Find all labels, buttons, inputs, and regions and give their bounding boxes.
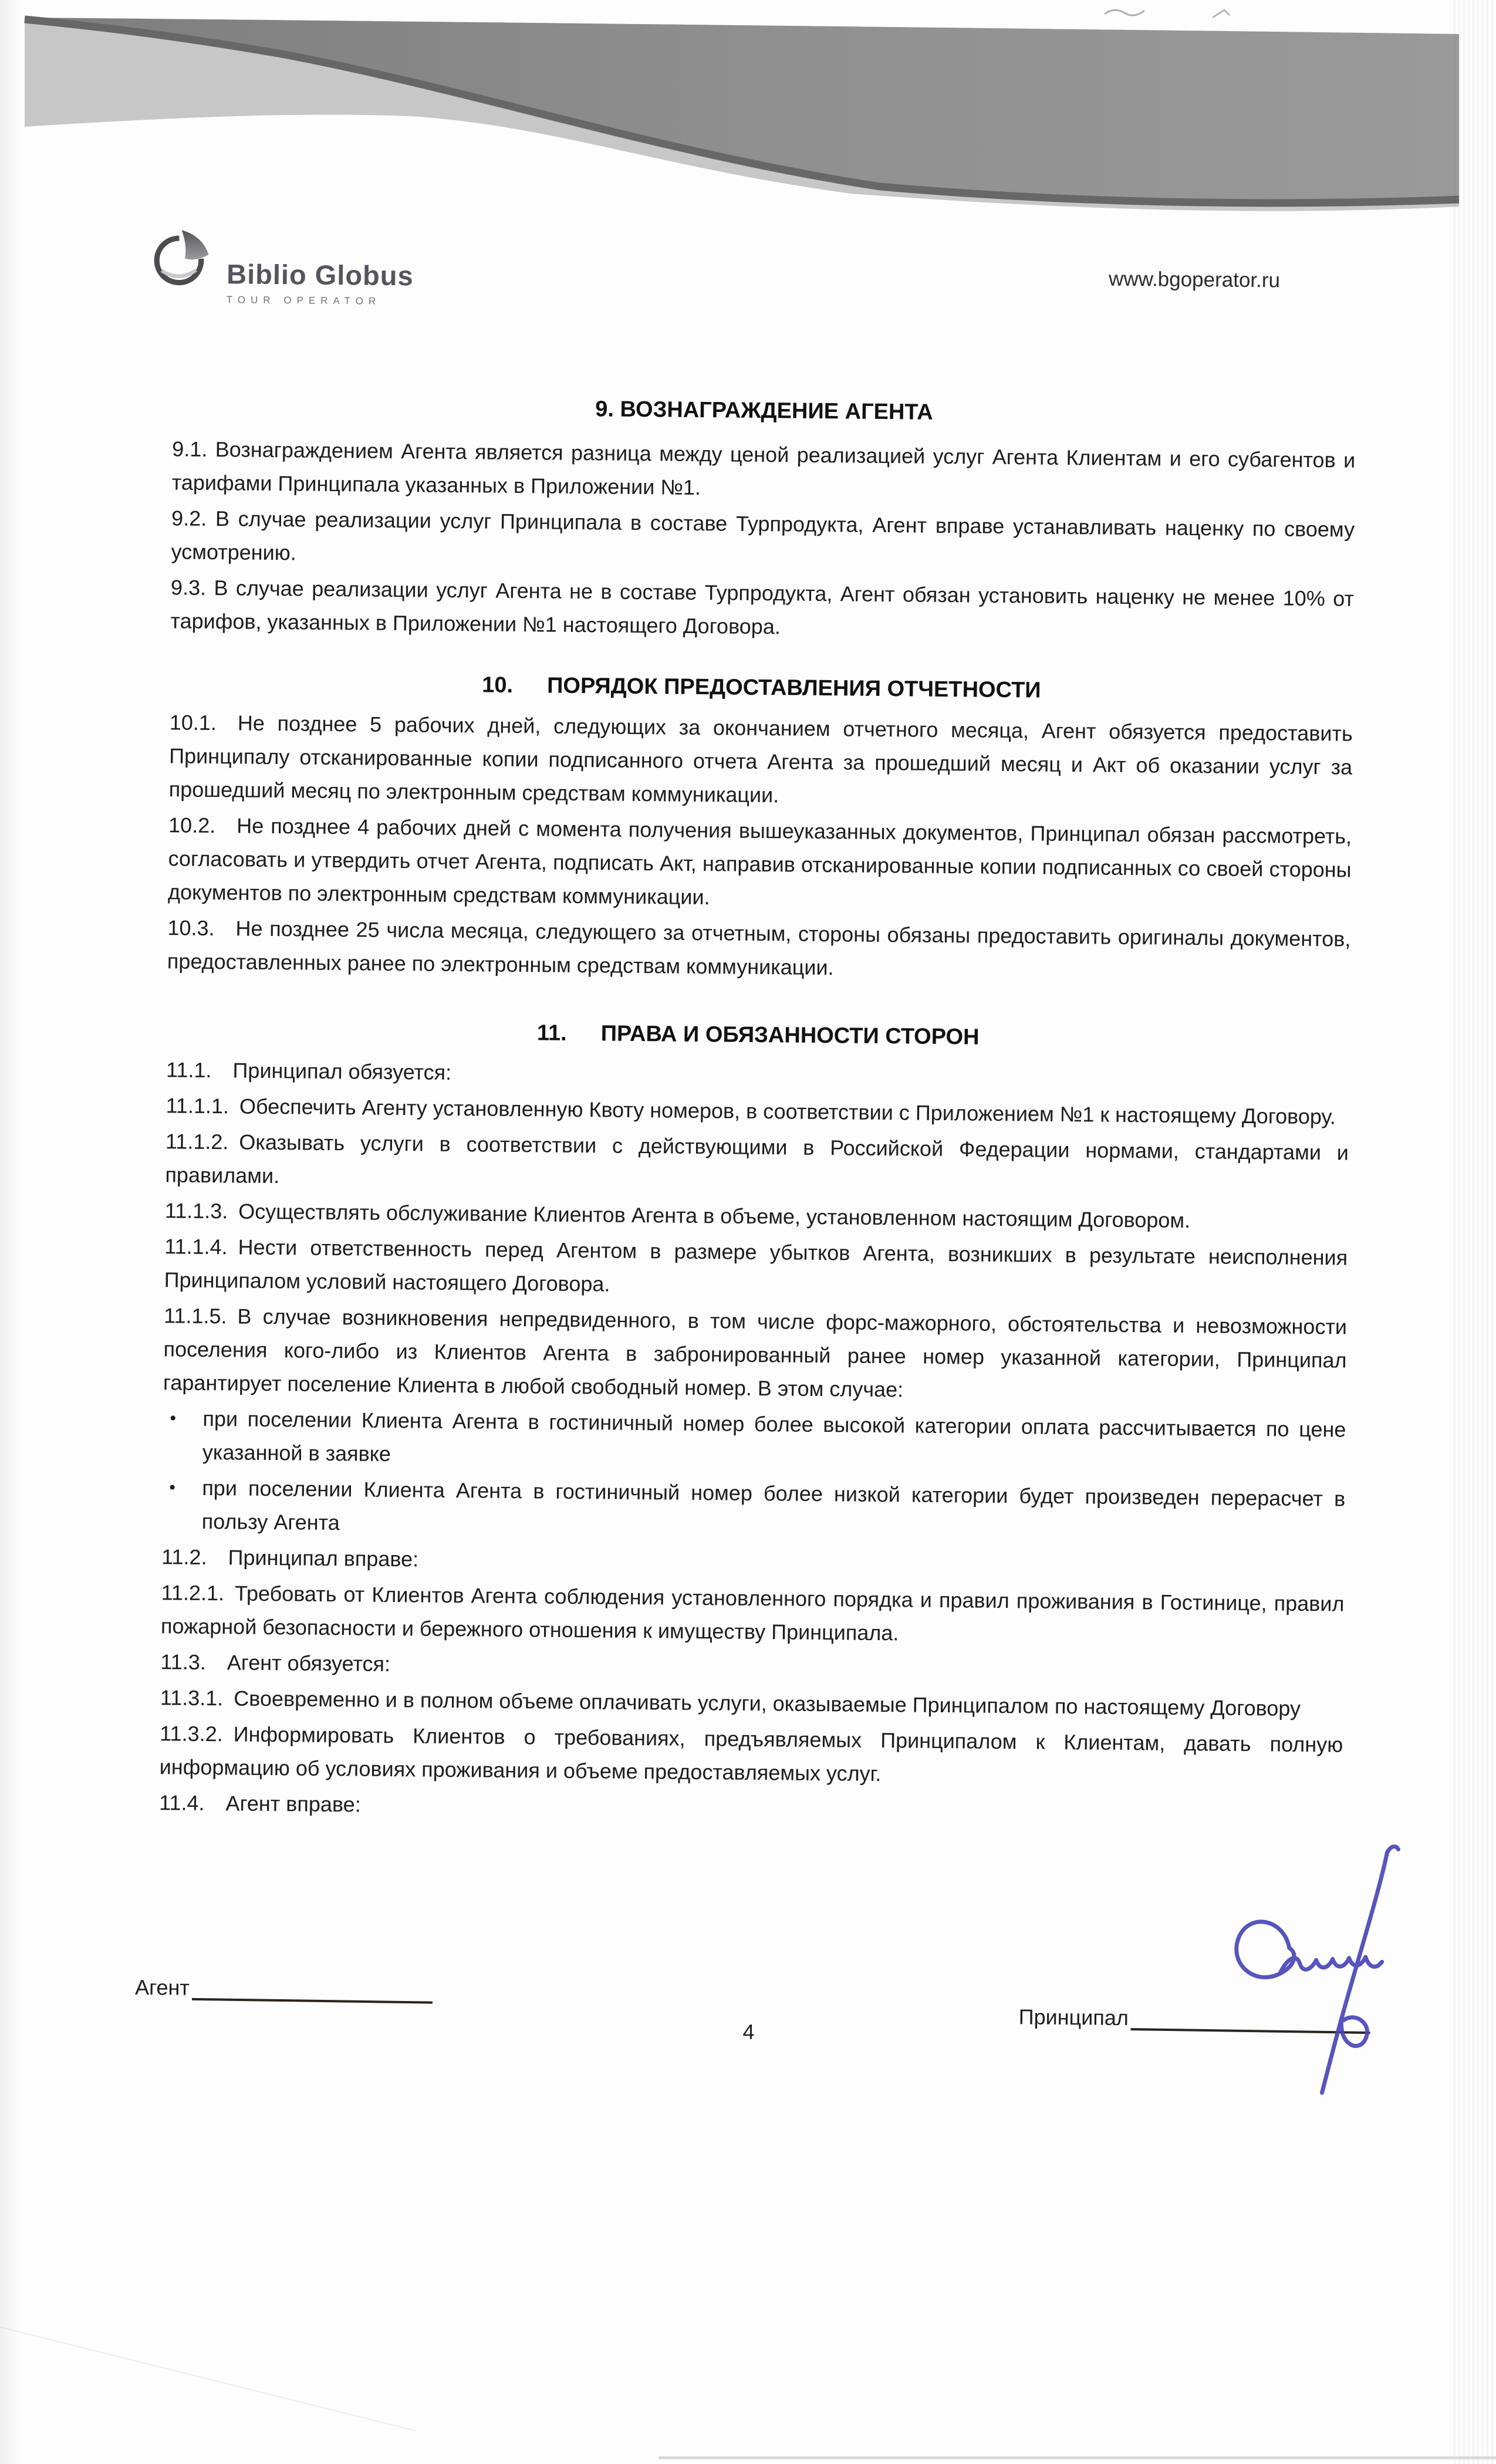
clause-11-3-2: 11.3.2. Информировать Клиентов о требованиях, предъявляемых Принципалом к Клиентам, давать полную информацию об условиях проживания и объеме предоставляемых услуг.	[159, 1721, 1343, 1786]
clause-11-2-1: 11.2.1. Требовать от Клиентов Агента соблюдения установленного порядка и правил проживания в Гостинице, правил пожарной безопасности и бережного отношения к имуществу Принципала.	[160, 1580, 1345, 1645]
contract-body	[134, 392, 1356, 2044]
clause-10-2: 10.2. Не позднее 4 рабочих дней с момента получения вышеуказанных документов, Принципал обязан рассмотреть, согласовать и утвердить отчет Агента, подписать Акт, направив отсканированные копии подписанных со своей стороны документов по электронным средствам коммуникации.	[167, 813, 1352, 910]
clause-11-4: 11.4. Агент вправе:	[158, 1790, 361, 1817]
agent-signature-block	[135, 1970, 433, 2007]
bullet-text: при поселении Клиента Агента в гостиничный номер более высокой категории оплата рассчитывается по цене указанной в заявке	[202, 1406, 1346, 1466]
section-11-heading	[167, 1016, 1350, 1053]
section-10	[167, 669, 1353, 989]
logo	[151, 221, 414, 306]
clause-9-1: 9.1. Вознаграждением Агента является разница между ценой реализацией услуг Агента Клиентам и его субагентов и тарифами Принципала указанных в Приложении №1.	[171, 437, 1356, 499]
clause-11-1-5: 11.1.5. В случае возникновения непредвиденного, в том числе форс-мажорного, обстоятельства и невозможности поселения кого-либо из Клиентов Агента в забронированный ранее номер указанной категории, Принципал гарантирует поселение Клиента в любой свободный номер. В этом случае:	[163, 1303, 1348, 1402]
agent-signature-line	[192, 1998, 433, 2004]
clause-10-3: 10.3. Не позднее 25 числа месяца, следующего за отчетным, стороны обязаны предоставить оригиналы документов, предоставленных ранее по электронным средствам коммуникации.	[167, 915, 1351, 980]
bullet-icon: •	[169, 1478, 175, 1498]
clause-11-1: 11.1. Принципал обязуется:	[166, 1057, 452, 1084]
clause-11-3-1: 11.3.1. Своевременно и в полном объеме оплачивать услуги, оказываемые Принципалом по настоящему Договору	[160, 1685, 1301, 1721]
clause-11-1-1: 11.1.1. Обеспечить Агенту установленную Квоту номеров, в соответствии с Приложением №1 к настоящему Договору.	[166, 1093, 1336, 1129]
bullet-item-high-category	[163, 1401, 1346, 1479]
section-9	[170, 392, 1356, 648]
clause-10-1: 10.1. Не позднее 5 рабочих дней, следующих за окончанием отчетного месяца, Агент обязуется предоставить Принципалу отсканированные копии подписанного отчета Агента за прошедший месяц и Акт об оказании услуг за прошедший месяц по электронным средствам коммуникации.	[168, 710, 1353, 807]
clause-11-1-3: 11.1.3. Осуществлять обслуживание Клиентов Агента в объеме, установленном настоящим Договором.	[164, 1198, 1191, 1233]
bullet-item-low-category	[161, 1471, 1345, 1549]
clause-9-2: 9.2. В случае реализации услуг Принципала в составе Турпродукта, Агент вправе устанавливать наценку по своему усмотрению.	[171, 506, 1355, 565]
clause-9-3: 9.3. В случае реализации услуг Агента не в составе Турпродукта, Агент обязан установить наценку не менее 10% от тарифов, указанных в Приложении №1 настоящего Договора.	[170, 575, 1355, 639]
clause-11-1-4: 11.1.4. Нести ответственность перед Агентом в размере убытков Агента, возникших в результате неисполнения Принципалом условий настоящего Договора.	[164, 1234, 1348, 1296]
section-10-title: ПОРЯДОК ПРЕДОСТАВЛЕНИЯ ОТЧЕТНОСТИ	[546, 673, 1041, 703]
logo-title: Biblio Globus	[226, 258, 414, 292]
section-11-title: ПРАВА И ОБЯЗАННОСТИ СТОРОН	[600, 1021, 980, 1050]
section-11	[159, 1016, 1350, 1830]
bullet-icon: •	[170, 1408, 177, 1428]
principal-signature	[1207, 1843, 1426, 2103]
clause-11-3: 11.3. Агент обязуется:	[160, 1650, 391, 1677]
principal-label: Принципал	[1018, 2005, 1129, 2030]
globe-swoosh-icon	[151, 221, 213, 295]
section-10-number: 10.	[482, 672, 514, 698]
clause-11-2: 11.2. Принципал вправе:	[161, 1544, 419, 1571]
scan-edge-bottom-line	[658, 2456, 1496, 2459]
section-9-heading: 9. ВОЗНАГРАЖДЕНИЕ АГЕНТА	[595, 397, 933, 425]
logo-text	[227, 221, 414, 306]
scan-edge-right	[1454, 0, 1496, 2464]
website-url: www.bgoperator.ru	[1108, 267, 1281, 292]
scan-edge-left	[0, 0, 21, 2464]
section-11-number: 11.	[536, 1020, 567, 1046]
clause-11-1-2: 11.1.2. Оказывать услуги в соответствии с действующими в Российской Федерации нормами, стандартами и правилами.	[165, 1129, 1349, 1188]
logo-subtitle: TOUR OPERATOR	[226, 294, 381, 307]
bullet-text: при поселении Клиента Агента в гостиничный номер более низкой категории будет произведен перерасчет в пользу Агента	[201, 1475, 1346, 1535]
page-number: 4	[742, 2019, 755, 2044]
agent-label: Агент	[134, 1975, 190, 2000]
section-10-heading	[170, 669, 1353, 706]
